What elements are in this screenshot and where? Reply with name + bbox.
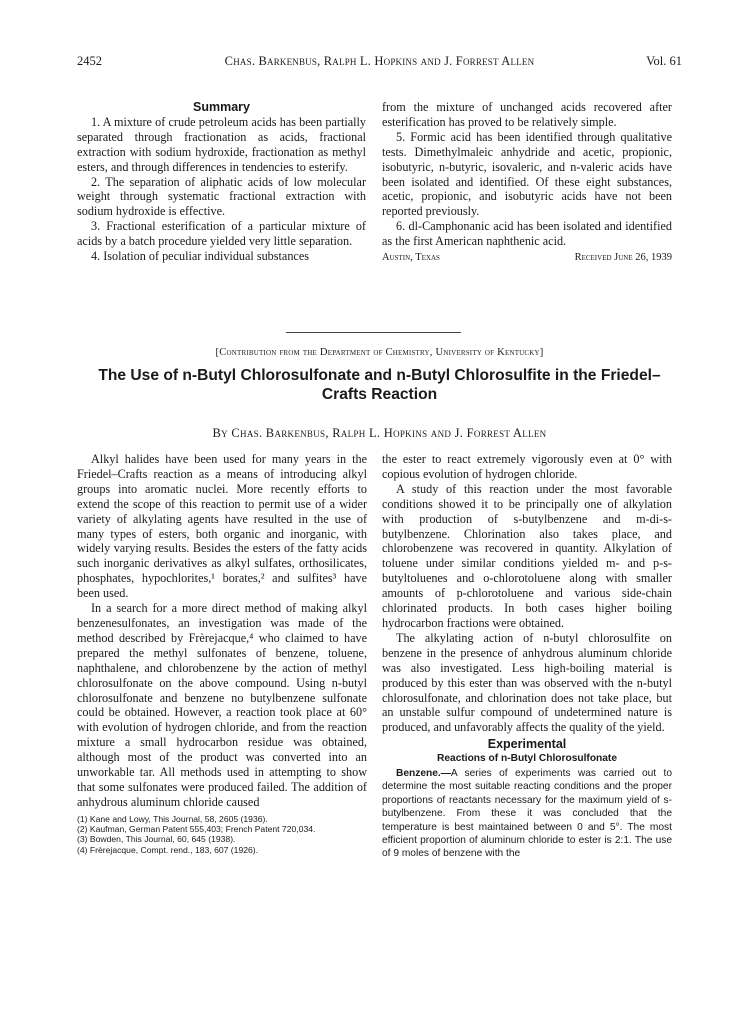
experimental-subheading: Reactions of n-Butyl Chlorosulfonate bbox=[437, 753, 617, 765]
summary-item-5: 5. Formic acid has been identified through qualitative tests. Dimethylmaleic anhydride and acetic, propionic, isobutyric, n-butyric, isovaleric, and n-valeric acids have been isolated and identified. Of these eight substances, acetic, propionic, and isobutyric acids have not been reported previously. bbox=[382, 129, 672, 219]
article-title: The Use of n-Butyl Chlorosulfonate and n-Butyl Chlorosulfite in the Friedel–Crafts Reaction bbox=[98, 367, 661, 403]
location: Austin, Texas bbox=[382, 252, 440, 264]
summary-right-column bbox=[382, 100, 672, 266]
page-number: 2452 bbox=[77, 54, 102, 68]
summary-item-3: 3. Fractional esterification of a particular mixture of acids by a batch procedure yielded very little separation. bbox=[77, 219, 366, 249]
summary-signature bbox=[382, 251, 672, 266]
article-authors: By Chas. Barkenbus, Ralph L. Hopkins and J. Forrest Allen bbox=[212, 426, 547, 440]
body-paragraph: the ester to react extremely vigorously even at 0° with copious evolution of hydrogen chloride. bbox=[382, 452, 672, 481]
received-date: Received June 26, 1939 bbox=[574, 252, 672, 264]
summary-item-2: 2. The separation of aliphatic acids of low molecular weight through systematic fractional extraction with sodium hydroxide is effective. bbox=[77, 174, 366, 219]
run-in-heading: Benzene.— bbox=[396, 768, 451, 780]
footnote-3: (3) Bowden, This Journal, 60, 645 (1938). bbox=[77, 834, 236, 845]
body-left-column bbox=[77, 452, 367, 855]
footnote-1: (1) Kane and Lowy, This Journal, 58, 2605 (1936). bbox=[77, 813, 268, 824]
body-paragraph: The alkylating action of n-butyl chlorosulfite on benzene in the presence of anhydrous aluminum chloride was also investigated. Less high-boiling material is produced by this ester than was observed with the n-butyl chlorosulfonate, and chlorination does not take place, but an unstable sulfur compound of undetermined nature is produced, and unfavorably affects the quality of the yield. bbox=[382, 630, 672, 735]
experimental-heading: Experimental bbox=[487, 737, 567, 752]
footnotes bbox=[77, 814, 367, 855]
summary-continuation: from the mixture of unchanged acids recovered after esterification has proved to be relatively simple. bbox=[382, 100, 672, 129]
summary-item-1: 1. A mixture of crude petroleum acids has been partially separated through fractionation as acids, fractional extraction with sodium hydroxide, fractionation as methyl esters, and through differences in tendencies to esterify. bbox=[77, 114, 366, 174]
summary-item-4: 4. Isolation of peculiar individual substances bbox=[91, 249, 309, 264]
summary-heading: Summary bbox=[193, 100, 250, 114]
summary-left-column bbox=[77, 100, 366, 264]
footnote-2: (2) Kaufman, German Patent 555,403; French Patent 720,034. bbox=[77, 824, 316, 835]
running-header bbox=[77, 54, 682, 74]
article-divider bbox=[286, 332, 461, 333]
body-paragraph: In a search for a more direct method of making alkyl benzenesulfonates, an investigation was made of the method described by Frèrejacque,⁴ who claimed to have prepared the methyl sulfonates of benzene, toluene, naphthalene, and chlorobenzene by the action of methyl chlorosulfonate on the above compound. Using n-butyl chlorosulfonate and benzene no butylbenzene sulfonate could be obtained. However, a reaction took place at 60° with evolution of hydrogen chloride, and from the reaction mixture a small hydrocarbon residue was obtained, although most of the product was converted into an unworkable tar. All methods used in attempting to show that some sulfonates were produced failed. The addition of anhydrous aluminum chloride caused bbox=[77, 601, 367, 809]
body-paragraph: Alkyl halides have been used for many years in the Friedel–Crafts reaction as a means of introducing alkyl groups into aromatic nuclei. More recently efforts to extend the scope of this reaction to permit use of a wider variety of alkylating agents have resulted in the use of many types of esters, both organic and inorganic, with widely varying results. Besides the esters of the fatty acids such inorganic derivatives as alkyl sulfates, orthosilicates, phosphates, hypochlorites,¹ borates,² and sulfites³ have been used. bbox=[77, 452, 367, 601]
footnote-4: (4) Frèrejacque, Compt. rend., 183, 607 (1926). bbox=[77, 844, 259, 855]
body-right-column bbox=[382, 452, 672, 861]
experimental-paragraph bbox=[382, 767, 672, 861]
body-paragraph: A study of this reaction under the most favorable conditions showed it to be principally one of alkylation with production of s-butylbenzene and m-di-s-butylbenzene. Chlorination also takes place, and chlorobenzene was recovered in quantity. Alkylation of toluene under similar conditions yielded m- and p-s-butyltoluenes and o-chlorotoluene along with smaller amounts of p-chlorotoluene and various side-chain chlorinated products. In both cases higher boiling hydrocarbon fractions were obtained. bbox=[382, 481, 672, 630]
experimental-text: A series of experiments was carried out to determine the most suitable reacting conditions and the proper proportions of reactants necessary for the maximum yield of s-butylbenzene. From these it was concluded that the temperature is best maintained between 0 and 5°. The most efficient proportion of aluminum chloride to ester is 2:1. The use of 9 moles of benzene with the bbox=[382, 768, 672, 860]
volume-label: Vol. 61 bbox=[646, 54, 682, 68]
running-title: Chas. Barkenbus, Ralph L. Hopkins and J. Forrest Allen bbox=[224, 54, 535, 68]
contribution-line: [Contribution from the Department of Chemistry, University of Kentucky] bbox=[215, 347, 544, 358]
summary-item-6: 6. dl-Camphonanic acid has been isolated and identified as the first American naphthenic acid. bbox=[382, 219, 672, 249]
